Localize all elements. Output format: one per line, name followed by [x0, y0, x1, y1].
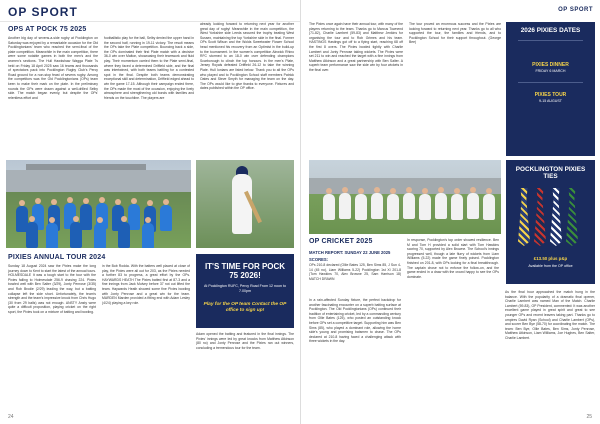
cricket-heading: OP CRICKET 2025 — [309, 238, 373, 245]
right-page-number: 25 — [586, 414, 592, 420]
pock75-advert — [196, 254, 294, 328]
tie-image — [518, 188, 530, 246]
tie-image — [566, 188, 578, 246]
team-photo — [6, 160, 191, 248]
batsman-photo — [196, 160, 294, 248]
cricket-team-photo — [309, 160, 501, 234]
ad-venue: At Pocklington RUFC, Percy Road From 12 noon to 7.00pm — [203, 284, 287, 293]
dinner-label: PIXIES DINNER — [532, 62, 569, 68]
ties-price: £13.50 plus p&p — [533, 256, 568, 261]
ops-article-col1: Another big day of sevens-a-side rugby at Pocklington on Saturday was enjoyed by a remarkable occasion for the Old Pocklingtonians' team who reached the semi-final of the plate competition. Meanwhile in the main competition, there were some notable games in both the men's and the women's sections. The Hull Hawkshaw Wagga Plate 7s held on Friday 18 April 2025 saw 16 teams and thousands of spectators pack into Pocklington Rugby Club's Percy Road ground for a non-stop feast of sevens rugby. Among the competitors was the Old Pocklingtonians (OPs) team keen to make their mark on the plate. In the preliminary rounds the OPs were drawn against a well-drilled Selby side. The match began evenly, but despite the OPs' relentless effort and — [8, 36, 98, 100]
ad-headline: IT'S TIME FOR POCK 75 2026! — [204, 262, 286, 280]
scores-text: OPs 210-8 declared (Ollie Bates 125, Ben Sims 85, J Sun 4-14 (45 no), Liam Williams 5-22) Pocklington 1st XI 201-8 (Tom Hawkins 70, Alex Browne 25, Sam Harrison 18) MATCH DRAWN — [309, 263, 401, 281]
pixies-tour-text-col1: The Pixies once again have their annual tour, with many of the players returning to the team. Thanks go to Marcus Townend (71-82), Charlie Lambert (59-83) and Matthew Jenkins for organising the tour and to Rob Grimes and his team. HASTINGS Hastings got off to a flying start, reaching 68 off the first 8 overs. The Pixies bowled tightly with Charlie Lambert and Jonty Penrose taking wickets. The Pixies were set 211 to win and reached the target with a fine innings from Matthew Atkinson and a great partnership with Ben Salter. A superb team performance saw the side win by four wickets in the final over. — [309, 22, 403, 72]
cricket-article-col2: In response, Pocklington's top order showed resilience. Ben M and Tom H provided a solid start with Tom Hawkins scoring 70, supported by Alex Browne. The School's innings progressed well, though a late flurry of wickets from Liam Williams (5-22) made the game finely poised. Pocklington finished on 201-8, with OPs looking for a final breakthrough. The captain chose not to enforce the follow-on, and the game ended in a draw with the crowd happy to see the OPs dominate. — [407, 238, 499, 279]
ad-call-to-action: Play for the OP team Contact the OP office to sign up! — [203, 302, 287, 313]
ops-article-col2: footballistic play for the ball, Selby denied the upper hand in the second half, running in 19-11 victory. The result means the OPs take the Plate competition. Bouncing back a side, the OPs dominated their first Plate match with a decisive 36-0 win over Malton, showcasing their teamwork and fluid play. Their momentum carried them to the Plate semi-final, where they faced a determined Driffield side, and the final was intertwined, with both teams battling for a contested spot in the final. Despite both teams demonstrating exceptional skill and determination, Driffield edged ahead to win the game 17-15. Although their campaign ended there, the OPs made the most of the occasion, enjoying the lively atmosphere and strengthening old bonds with families and friends on the touchline. The players are — [104, 36, 194, 100]
ties-title: POCKLINGTON PIXIES TIES — [515, 166, 586, 181]
right-header-bar — [301, 0, 600, 22]
pixies-heading: PIXIES ANNUAL TOUR 2024 — [8, 254, 106, 261]
tour-date: 9-15 AUGUST — [539, 99, 562, 103]
dates-title: 2026 PIXIES DATES — [520, 27, 581, 34]
pixies-dates-box — [506, 22, 595, 156]
tour-label: PIXIES TOUR — [534, 92, 567, 98]
right-page — [300, 0, 600, 424]
match-report-title: MATCH REPORT: SUNDAY 22 JUNE 2025 — [309, 250, 391, 255]
pixies-tour-text-col2: The tour proved an enormous success and the Pixies are looking forward to returning next year. Thanks go to all who supported the tour, the families and friends, and to Pocklington School for their support throughout. (George Bee) — [409, 22, 501, 45]
tie-image — [534, 188, 546, 246]
pixies-article-col1: Sunday 18 August 2024 saw the Pixies make the long journey down to Kent to start the latest of the annual tours. HOLMESDALE It was a tough start to the tour with the Pixies falling to Holmesdale 256-9 chasing 224. Pixies bowled well with Ben Salter (3/29), Jonty Penrose (3/35) and Rob Brodie (2/29) leading the way, but a batting collapse left the side short. Unfortunately, the team's strength and the team's impressive knock from Chris Hugo (30 from 29 balls) was not enough. ANSTY Ansty were quite a difficult proposition, playing cricket on the right sport, the Pixies took on a mixture of batting and bowling. — [8, 264, 96, 314]
scores-label: SCORES: — [309, 257, 329, 262]
ops-article-col3: already looking forward to returning next year for another great day of rugby! Meanwhile in the main competition, the West Yorkshire side Leeds secured the trophy beating West Sussex, maintaining the top Yorkshire side in the final. Former OPs Scott Wilson and the Wolds Sweetwater Flower School head mentioned his recovery from an Optimist in the build-up to the tournament. In the women's competition Alnwick Rhino RFC stormed to an 18-0 win over defending champions Scarborough to clinch the top honours. In the men's Plate, Jersey Royals defeated Driffield 26-12 to take the winning Plate. Hull Ionians are listed below. Thank you to all the OPs who played and to Pocklington School staff members Patrick Oates and Steve Smyth for managing the team on the day. The OPs would like to give thanks to everyone. Fixtures and dates published within the OP office. — [200, 22, 294, 91]
cricket-article-col3: As the final hour approached the match hung in the balance. With the popularity of a dramatic final opener, Charlie Lambert was named Man of the Match. Charlie Lambert (59-83), OP President, commented: It was another excellent game played in great spirit and great to see younger OPs and recent leavers taking part. Thanks go to umpires David Ryan (School) and Charlie Lambert (OPs), and scorer Ben Bye (58-70) for coordinating the match. The team: Ben Bye, Ollie Bates, Ben Sims, Jonty Penrose, Matthew Atkinson, Liam Williams, Joe Hughes, Ben Salter, Charlie Lambert. — [505, 290, 595, 340]
ops-heading: OPS AT POCK 75 2025 — [8, 26, 87, 33]
dinner-date: FRIDAY 6 MARCH — [535, 69, 566, 73]
pixies-ties-box — [506, 160, 595, 284]
ties-availability: Available from the OP office — [528, 264, 573, 268]
left-brand: OP SPORT — [8, 5, 78, 19]
cricket-article-col1: In a rain-affected Sunday fixture, the perfect backdrop for another fascinating encounter on a superb batting surface at Pocklington. The Old Pocklingtonians (OPs) continued their tradition of entertaining cricket, led by a commanding century from Ollie Bates (125), who posted an outstanding knock before OPs set a competitive target. Supporting him was Ben Sims (85), who played a dominant role, allowing the home side's young and promising batsmen to chase. The OPs declared at 210-8 having faced a challenging attack with three wickets in the day. — [309, 298, 401, 344]
pixies-article-col3: Adam opened the batting and featured in the final innings. The Pixies' innings were led by great knocks from Matthew Atkinson (80 no) and Jonty Penrose and the Pixies ran out winners, concluding a tremendous tour for the team. — [196, 332, 294, 350]
left-page-number: 24 — [8, 414, 14, 420]
right-brand: OP SPORT — [558, 7, 593, 13]
tie-image — [550, 188, 562, 246]
left-header-bar — [0, 0, 300, 22]
pixies-article-col2: in the Bob Rodda. With the batters well placed at close of play, the Pixies were all out for 203, as the Pixies needed a further 83 to progress, a great effort by the OPs. HAYWARDS HEATH The Pixies batted first at 87-3 and a fine innings from Jack Mulvey before 37 not out lifted the team. Haywards Heath showed some fine Pixies bowling with Jonty Penrose and a great win for the team. MARDEN Marden provided a fitting end with Adam Lesley (4/24) playing a key role. — [102, 264, 190, 305]
